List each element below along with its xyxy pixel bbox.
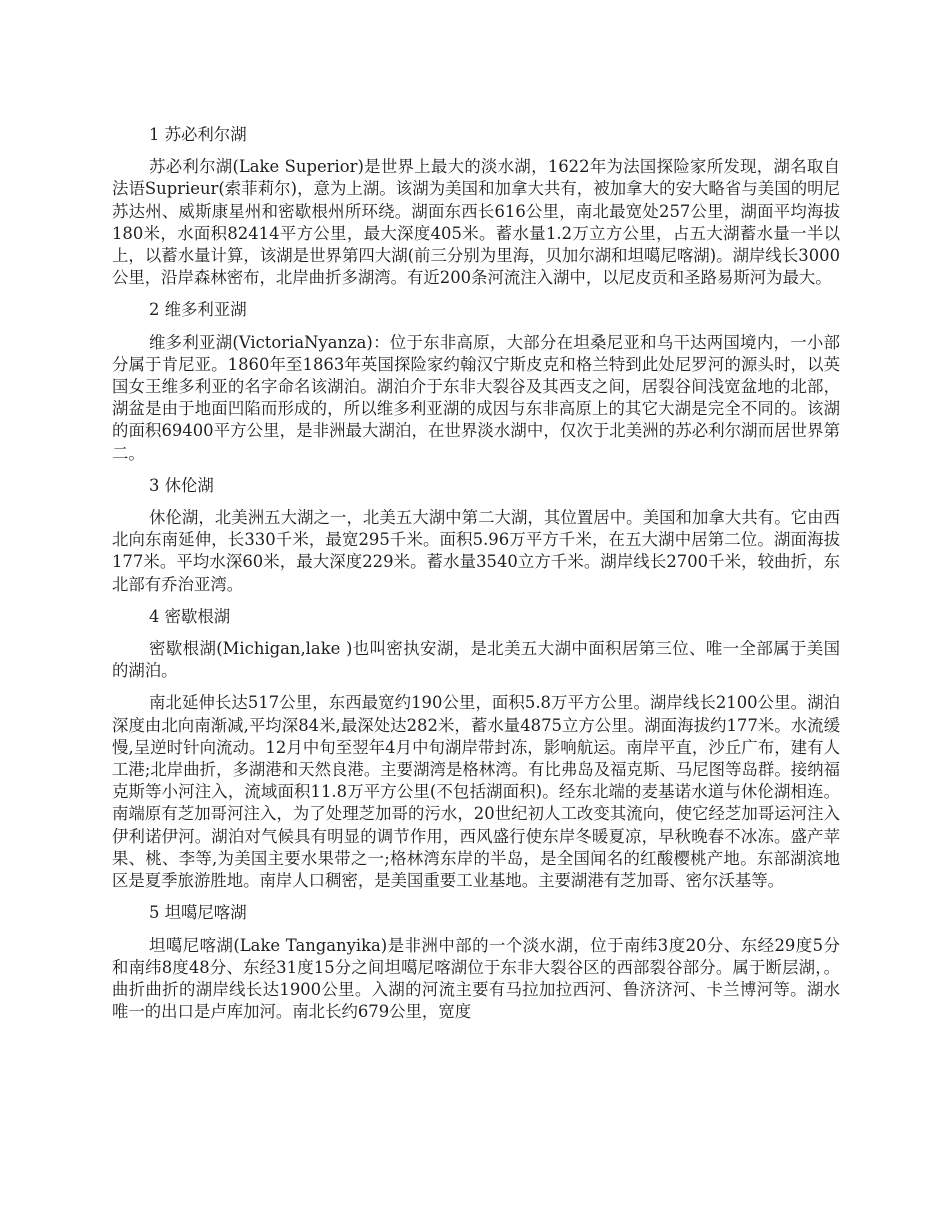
section-paragraph: 南北延伸长达517公里，东西最宽约190公里，面积5.8万平方公里。湖岸线长2100公里。湖泊深度由北向南渐减,平均深84米,最深处达282米，蓄水量4875立方公里。湖面海拔约177米。水流缓慢,呈逆时针向流动。12月中旬至翌年4月中旬湖岸带封冻，影响航运。南岸平直，沙丘广布，建有人工港;北岸曲折，多湖港和天然良港。主要湖湾是格林湾。有比弗岛及福克斯、马尼图等岛群。接纳福克斯等小河注入，流域面积11.8万平方公里(不包括湖面积)。经东北端的麦基诺水道与休伦湖相连。南端原有芝加哥河注入，为了处理芝加哥的污水，20世纪初人工改变其流向，使它经芝加哥运河注入伊利诺伊河。湖泊对气候具有明显的调节作用，西风盛行使东岸冬暖夏凉，早秋晚春不冰冻。盛产苹果、桃、李等,为美国主要水果带之一;格林湾东岸的半岛，是全国闻名的红酸樱桃产地。东部湖滨地区是夏季旅游胜地。南岸人口稠密，是美国重要工业基地。主要湖港有芝加哥、密尔沃基等。 (112, 693, 840, 891)
section-heading: 4 密歇根湖 (149, 606, 231, 626)
section-heading: 3 休伦湖 (149, 475, 214, 495)
section-paragraph: 密歇根湖(Michigan,lake )也叫密执安湖，是北美五大湖中面积居第三位、唯一全部属于美国的湖泊。 (112, 639, 840, 681)
section-heading: 1 苏必利尔湖 (149, 125, 247, 144)
section-michigan (112, 606, 840, 892)
section-paragraph: 坦噶尼喀湖(Lake Tanganyika)是非洲中部的一个淡水湖，位于南纬3度20分、东经29度5分和南纬8度48分、东经31度15分之间坦噶尼喀湖位于东非大裂谷区的西部裂谷部分。属于断层湖，。曲折曲折的湖岸线长达1900公里。入湖的河流主要有马拉加拉西河、鲁济济河、卡兰博河等。湖水唯一的出口是卢库加河。南北长约679公里，宽度 (112, 935, 840, 1022)
section-superior (112, 124, 840, 289)
section-paragraph: 苏必利尔湖(Lake Superior)是世界上最大的淡水湖，1622年为法国探险家所发现，湖名取自法语Suprieur(索菲莉尔)，意为上湖。该湖为美国和加拿大共有，被加拿大的安大略省与美国的明尼苏达州、威斯康星州和密歇根州所环绕。湖面东西长616公里，南北最宽处257公里，湖面平均海拔180米，水面积82414平方公里，最大深度405米。蓄水量1.2万立方公里，占五大湖蓄水量一半以上，以蓄水量计算，该湖是世界第四大湖(前三分别为里海，贝加尔湖和坦噶尼喀湖)。湖岸线长3000公里，沿岸森林密布，北岸曲折多湖湾。有近200条河流注入湖中，以尼皮贡和圣路易斯河为最大。 (112, 157, 840, 288)
section-victoria (112, 299, 840, 464)
section-tanganyika (112, 902, 840, 1023)
section-huron (112, 475, 840, 596)
section-paragraph: 休伦湖，北美洲五大湖之一，北美五大湖中第二大湖，其位置居中。美国和加拿大共有。它由西北向东南延伸，长330千米，最宽295千米。面积5.96万平方千米，在五大湖中居第二位。湖面海拔177米。平均水深60米，最大深度229米。蓄水量3540立方千米。湖岸线长2700千米，较曲折，东北部有乔治亚湾。 (112, 508, 840, 594)
section-heading: 5 坦噶尼喀湖 (149, 903, 247, 923)
section-paragraph: 维多利亚湖(VictoriaNyanza)：位于东非高原，大部分在坦桑尼亚和乌干达两国境内，一小部分属于肯尼亚。1860年至1863年英国探险家约翰汉宁斯皮克和格兰特到此处尼罗河的源头时，以英国女王维多利亚的名字命名该湖泊。湖泊介于东非大裂谷及其西支之间，居裂谷间浅宽盆地的北部，湖盆是由于地面凹陷而形成的，所以维多利亚湖的成因与东非高原上的其它大湖是完全不同的。该湖的面积69400平方公里，是非洲最大湖泊，在世界淡水湖中，仅次于北美洲的苏必利尔湖而居世界第二。 (112, 332, 840, 463)
section-heading: 2 维多利亚湖 (149, 300, 247, 320)
document-page (112, 124, 840, 1023)
